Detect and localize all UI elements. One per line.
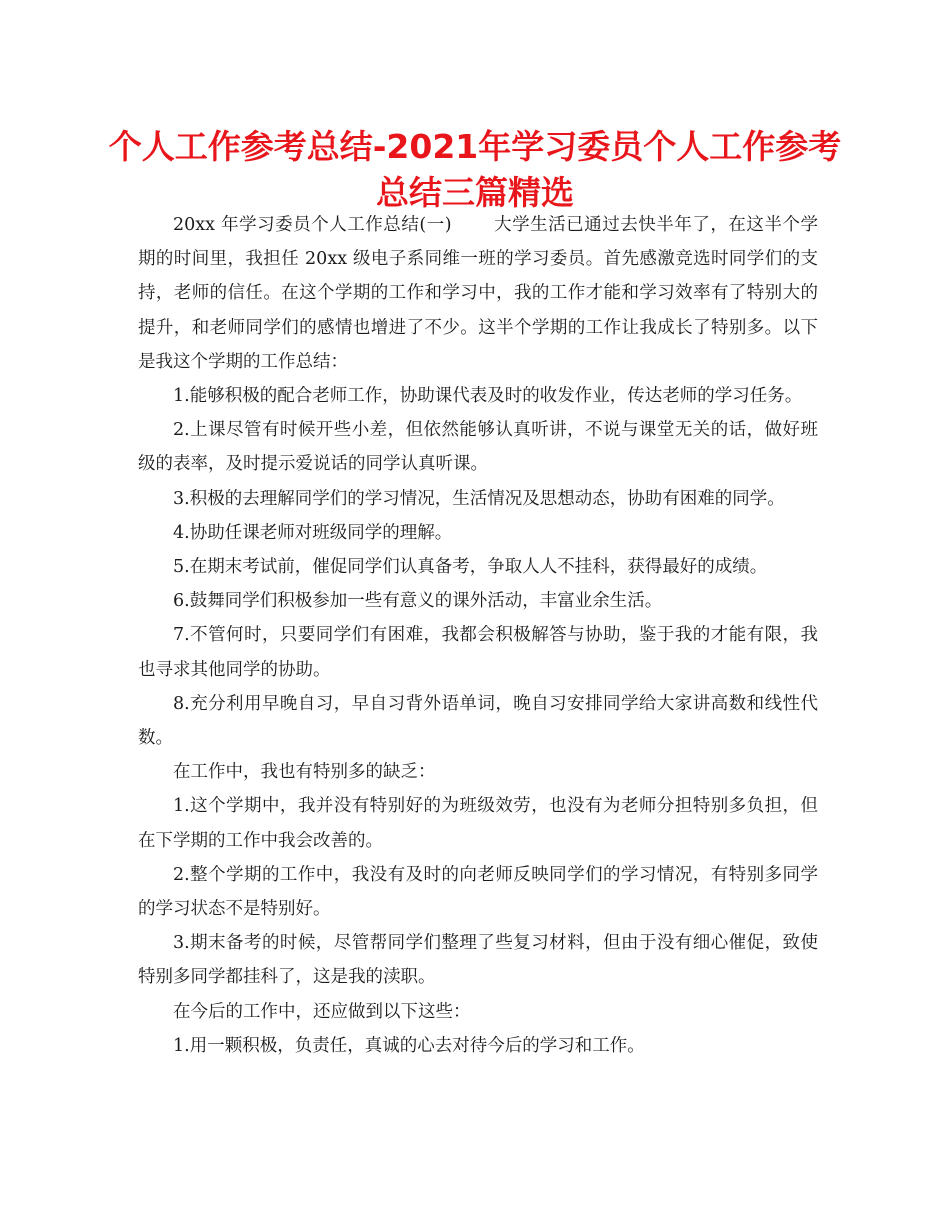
document-title: 个人工作参考总结-2021年学习委员个人工作参考总结三篇精选	[108, 127, 842, 212]
paragraph-intro	[138, 208, 818, 379]
paragraph: 在工作中，我也有特别多的缺乏：	[173, 762, 436, 783]
paragraph: 1.用一颗积极，负责任，真诚的心去对待今后的学习和工作。	[173, 1035, 645, 1056]
paragraph: 4.协助任课老师对班级同学的理解。	[173, 522, 453, 543]
intro-text: 大学生活已通过去快半年了，在这半个学期的时间里，我担任 20xx 级电子系同维一班的学习委员。首先感激竞选时同学们的支持，老师的信任。在这个学期的工作和学习中，我的工作才能和学习效率有了特别大的提升，和老师同学们的感情也增进了不少。这半个学期的工作让我成长了特别多。以下是我这个学期的工作总结：	[138, 215, 818, 372]
paragraph: 1.这个学期中，我并没有特别好的为班级效劳，也没有为老师分担特别多负担，但在下学期的工作中我会改善的。	[138, 796, 818, 851]
paragraph: 2.整个学期的工作中，我没有及时的向老师反映同学们的学习情况，有特别多同学的学习状态不是特别好。	[138, 864, 818, 920]
intro-heading: 20xx 年学习委员个人工作总结(一)	[173, 215, 452, 235]
paragraph: 在今后的工作中，还应做到以下这些：	[173, 1001, 471, 1022]
paragraph: 5.在期末考试前，催促同学们认真备考，争取人人不挂科，获得最好的成绩。	[173, 557, 768, 578]
paragraph: 3.期末备考的时候，尽管帮同学们整理了些复习材料，但由于没有细心催促，致使特别多同学都挂科了，这是我的渎职。	[138, 933, 818, 988]
document-body	[138, 208, 818, 1063]
paragraph: 7.不管何时，只要同学们有困难，我都会积极解答与协助，鉴于我的才能有限，我也寻求其他同学的协助。	[138, 625, 818, 680]
paragraph: 6.鼓舞同学们积极参加一些有意义的课外活动，丰富业余生活。	[173, 591, 663, 612]
paragraph: 2.上课尽管有时候开些小差，但依然能够认真听讲，不说与课堂无关的话，做好班级的表率，及时提示爱说话的同学认真听课。	[138, 420, 818, 475]
paragraph: 8.充分利用早晚自习，早自习背外语单词，晚自习安排同学给大家讲高数和线性代数。	[138, 693, 818, 749]
paragraph: 3.积极的去理解同学们的学习情况，生活情况及思想动态，协助有困难的同学。	[173, 488, 785, 509]
paragraph: 1.能够积极的配合老师工作，协助课代表及时的收发作业，传达老师的学习任务。	[173, 386, 803, 407]
